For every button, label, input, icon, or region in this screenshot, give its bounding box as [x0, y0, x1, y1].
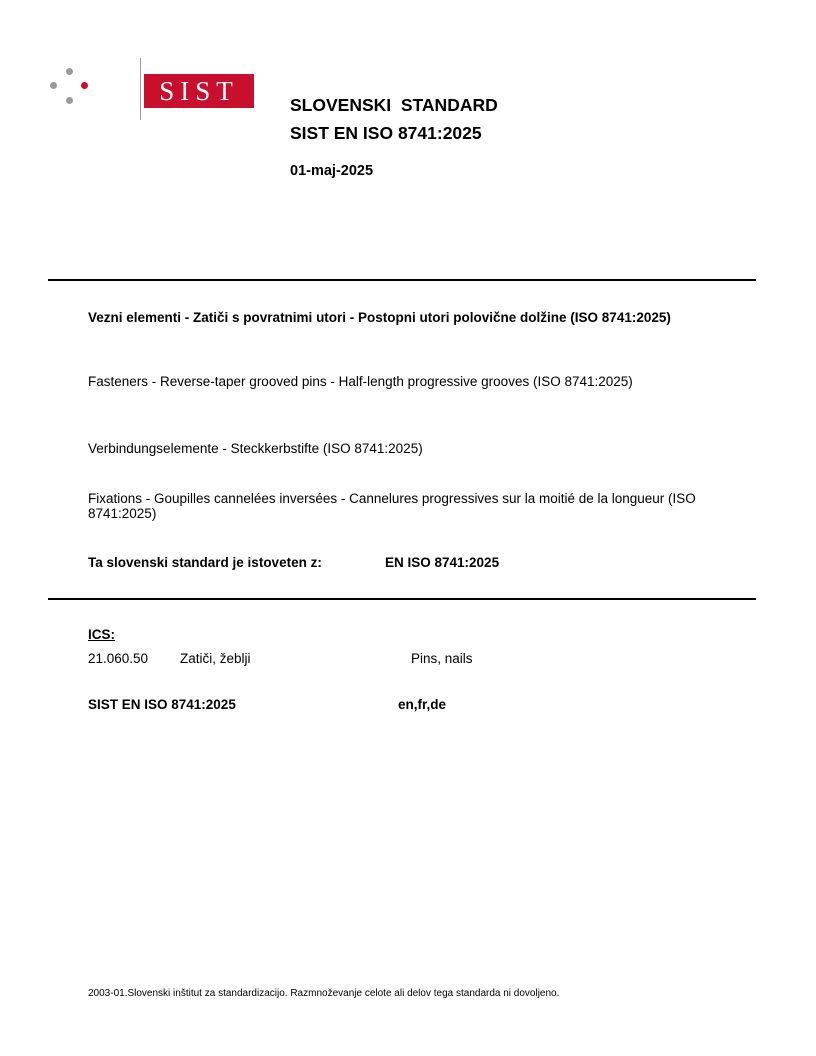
publication-date: 01-maj-2025 [290, 163, 374, 179]
divider-bottom [48, 598, 756, 600]
ics-english: Pins, nails [411, 651, 473, 666]
divider-top [48, 279, 756, 281]
languages: en,fr,de [398, 697, 447, 712]
standard-number: SIST EN ISO 8741:2025 [290, 123, 482, 143]
standard-id: SIST EN ISO 8741:2025 [88, 697, 236, 712]
title-german: Verbindungselemente - Steckkerbstifte (ISO 8741:2025) [88, 441, 423, 456]
logo-divider [140, 58, 141, 120]
ics-heading-text: ICS: [88, 627, 115, 642]
ics-slovenian: Zatiči, žeblji [180, 651, 251, 666]
logo-badge [144, 74, 254, 108]
sist-logo [48, 64, 239, 120]
logo-dot-icon [66, 68, 73, 75]
logo-text: SIST [159, 76, 239, 106]
title-slovenian: Vezni elementi - Zatiči s povratnimi utori - Postopni utori polovične dolžine (ISO 8741:2025) [88, 310, 671, 325]
header-title: SLOVENSKI STANDARD [290, 95, 498, 115]
ics-heading [88, 627, 115, 642]
title-english: Fasteners - Reverse-taper grooved pins - Half-length progressive grooves (ISO 8741:2025) [88, 374, 633, 389]
logo-dot-icon [66, 97, 73, 104]
ics-code: 21.060.50 [88, 651, 149, 666]
title-french: Fixations - Goupilles cannelées inversées - Cannelures progressives sur la moitié de la longueur (ISO 8741:2025) [88, 491, 696, 521]
identical-value: EN ISO 8741:2025 [385, 555, 500, 570]
identical-label: Ta slovenski standard je istoveten z: [88, 555, 322, 570]
logo-dot-icon [81, 82, 88, 89]
logo-dot-icon [50, 82, 57, 89]
copyright-footer: 2003-01.Slovenski inštitut za standardizacijo. Razmnoževanje celote ali delov tega standarda ni dovoljeno. [88, 988, 560, 999]
